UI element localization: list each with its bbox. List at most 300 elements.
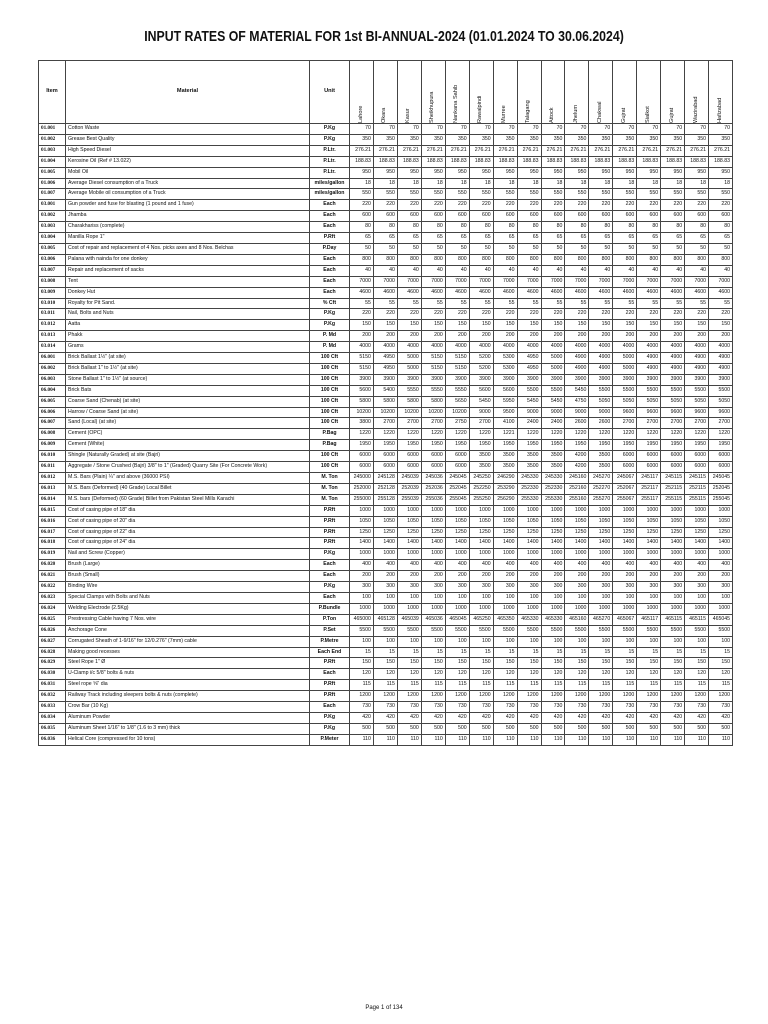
rate-cell: 5000 [397, 353, 421, 364]
rate-cell: 1000 [373, 603, 397, 614]
rate-cell: 252115 [661, 483, 685, 494]
rate-cell: 1200 [637, 691, 661, 702]
rate-cell: 110 [397, 734, 421, 745]
rate-cell: 3800 [350, 418, 374, 429]
rate-cell: 1000 [541, 549, 565, 560]
unit-cell: P.Kg [310, 320, 350, 331]
header-city [350, 61, 374, 124]
rate-cell: 1220 [469, 429, 493, 440]
unit-cell: Each [310, 669, 350, 680]
rate-cell: 55 [469, 298, 493, 309]
rate-cell: 18 [685, 178, 709, 189]
rate-cell: 245117 [637, 473, 661, 484]
rate-cell: 100 [565, 636, 589, 647]
rate-cell: 55 [493, 298, 517, 309]
rate-cell: 4900 [709, 363, 733, 374]
rate-cell: 1400 [445, 538, 469, 549]
table-row [39, 189, 733, 200]
rate-cell: 200 [565, 331, 589, 342]
rate-cell: 4600 [589, 287, 613, 298]
rate-cell: 80 [469, 222, 493, 233]
unit-cell: Each [310, 287, 350, 298]
rate-cell: 50 [661, 243, 685, 254]
table-row [39, 233, 733, 244]
rate-cell: 200 [493, 571, 517, 582]
rate-cell: 55 [397, 298, 421, 309]
rate-cell: 950 [541, 167, 565, 178]
item-code: 03.009 [39, 287, 66, 298]
rate-cell: 400 [397, 560, 421, 571]
unit-cell: P.Rft [310, 505, 350, 516]
rate-cell: 4900 [637, 363, 661, 374]
header-city [397, 61, 421, 124]
rate-cell: 550 [469, 189, 493, 200]
table-row [39, 712, 733, 723]
rate-cell: 4600 [350, 287, 374, 298]
rate-cell: 65 [445, 233, 469, 244]
rate-cell: 800 [613, 254, 637, 265]
rate-cell: 9500 [493, 407, 517, 418]
unit-cell: miles/gallon [310, 189, 350, 200]
rate-cell: 5550 [397, 385, 421, 396]
material-name: Railway Track including sleepers bolts & nuts (complete) [66, 691, 310, 702]
rate-cell: 220 [350, 309, 374, 320]
rate-cell: 1220 [397, 429, 421, 440]
unit-cell: P.Ltr. [310, 156, 350, 167]
rate-cell: 400 [709, 560, 733, 571]
rate-cell: 245128 [373, 473, 397, 484]
rate-cell: 120 [469, 669, 493, 680]
unit-cell: P.Bag [310, 429, 350, 440]
rate-cell: 600 [565, 211, 589, 222]
rate-cell: 600 [397, 211, 421, 222]
material-name: Average Diesel consumption of a Truck [66, 178, 310, 189]
rate-cell: 100 [397, 636, 421, 647]
header-city-label: Wazirabad [692, 96, 699, 123]
rate-cell: 9000 [589, 407, 613, 418]
unit-cell: miles/gallon [310, 178, 350, 189]
rate-cell: 252045 [709, 483, 733, 494]
item-code: 06.011 [39, 462, 66, 473]
rate-cell: 1400 [541, 538, 565, 549]
rate-cell: 1400 [613, 538, 637, 549]
rate-cell: 120 [373, 669, 397, 680]
material-name: Nail, Bolts and Nuts [66, 309, 310, 320]
rate-cell: 3900 [445, 374, 469, 385]
unit-cell: 100 Cft [310, 407, 350, 418]
rate-cell: 950 [421, 167, 445, 178]
rate-cell: 150 [517, 658, 541, 669]
rate-cell: 420 [493, 712, 517, 723]
table-row [39, 178, 733, 189]
rate-cell: 950 [685, 167, 709, 178]
rate-cell: 150 [637, 658, 661, 669]
rate-cell: 80 [493, 222, 517, 233]
rate-cell: 500 [445, 723, 469, 734]
rate-cell: 5500 [637, 625, 661, 636]
table-row [39, 614, 733, 625]
rate-cell: 400 [517, 560, 541, 571]
rate-cell: 1220 [685, 429, 709, 440]
unit-cell: M. Ton [310, 473, 350, 484]
rate-cell: 100 [421, 636, 445, 647]
table-body [39, 124, 733, 746]
rate-cell: 4000 [373, 342, 397, 353]
rate-cell: 252117 [637, 483, 661, 494]
table-row [39, 385, 733, 396]
rate-cell: 55 [661, 298, 685, 309]
rate-cell: 80 [565, 222, 589, 233]
rate-cell: 600 [493, 211, 517, 222]
rate-cell: 420 [421, 712, 445, 723]
header-city-label: Rawalpindi [477, 95, 484, 123]
rate-cell: 550 [445, 189, 469, 200]
rate-cell: 15 [469, 647, 493, 658]
rate-cell: 465350 [493, 614, 517, 625]
unit-cell: Each [310, 592, 350, 603]
rate-cell: 100 [421, 592, 445, 603]
rate-cell: 500 [565, 723, 589, 734]
rate-cell: 300 [565, 582, 589, 593]
rate-cell: 50 [373, 243, 397, 254]
table-row [39, 625, 733, 636]
rate-cell: 4600 [469, 287, 493, 298]
rate-cell: 1000 [565, 505, 589, 516]
rate-cell: 10200 [350, 407, 374, 418]
rate-cell: 5300 [493, 353, 517, 364]
rate-cell: 4600 [541, 287, 565, 298]
rate-cell: 276.21 [637, 145, 661, 156]
rate-cell: 1400 [685, 538, 709, 549]
rate-cell: 220 [637, 200, 661, 211]
rate-cell: 245160 [565, 473, 589, 484]
unit-cell: P.Ltr. [310, 167, 350, 178]
rate-cell: 3500 [589, 451, 613, 462]
rate-cell: 1250 [469, 527, 493, 538]
material-name: Jhamba [66, 211, 310, 222]
rate-cell: 350 [350, 134, 374, 145]
rate-cell: 1050 [373, 516, 397, 527]
table-row [39, 320, 733, 331]
material-name: Cost of casing pipe of 24" dia [66, 538, 310, 549]
material-name: Sand (Local) (at site) [66, 418, 310, 429]
unit-cell: Each [310, 571, 350, 582]
rate-cell: 1000 [637, 505, 661, 516]
rate-cell: 5500 [709, 625, 733, 636]
rate-cell: 18 [589, 178, 613, 189]
header-city-label: Okara [381, 107, 388, 123]
rate-cell: 1220 [613, 429, 637, 440]
rate-cell: 150 [445, 320, 469, 331]
rate-cell: 55 [373, 298, 397, 309]
rate-cell: 1000 [421, 603, 445, 614]
material-name: Donkey Hut [66, 287, 310, 298]
rate-cell: 1400 [589, 538, 613, 549]
header-city-label: Talagang [525, 100, 532, 123]
rate-cell: 7000 [685, 276, 709, 287]
table-row [39, 265, 733, 276]
unit-cell: 100 Cft [310, 418, 350, 429]
rate-cell: 15 [541, 647, 565, 658]
table-row [39, 582, 733, 593]
rate-cell: 253290 [493, 483, 517, 494]
rate-cell: 150 [589, 320, 613, 331]
header-city-label: Jhelum [572, 104, 579, 123]
rate-cell: 5500 [350, 625, 374, 636]
rate-cell: 5500 [493, 625, 517, 636]
rate-cell: 80 [541, 222, 565, 233]
rate-cell: 550 [397, 189, 421, 200]
rate-cell: 600 [541, 211, 565, 222]
rate-cell: 4600 [661, 287, 685, 298]
rate-cell: 1220 [709, 429, 733, 440]
material-name: Making good recesses [66, 647, 310, 658]
table-row [39, 243, 733, 254]
rate-cell: 150 [685, 320, 709, 331]
rate-cell: 100 [709, 592, 733, 603]
rate-cell: 65 [565, 233, 589, 244]
rate-cell: 350 [517, 134, 541, 145]
rate-cell: 465270 [589, 614, 613, 625]
item-code: 06.020 [39, 560, 66, 571]
table-row [39, 331, 733, 342]
rate-cell: 5150 [350, 363, 374, 374]
rate-cell: 120 [421, 669, 445, 680]
rate-cell: 1050 [445, 516, 469, 527]
rate-cell: 600 [709, 211, 733, 222]
material-name: Steel rope ⅝" dia [66, 680, 310, 691]
rate-cell: 4950 [373, 353, 397, 364]
table-row [39, 560, 733, 571]
rate-cell: 5500 [397, 625, 421, 636]
unit-cell: P.Rft [310, 680, 350, 691]
rate-cell: 1220 [517, 429, 541, 440]
unit-cell: P.Ltr. [310, 145, 350, 156]
rate-cell: 4900 [565, 353, 589, 364]
rate-cell: 200 [421, 331, 445, 342]
rate-cell: 550 [709, 189, 733, 200]
rate-cell: 15 [637, 647, 661, 658]
rate-cell: 15 [685, 647, 709, 658]
rate-cell: 4000 [541, 342, 565, 353]
rate-cell: 1000 [397, 505, 421, 516]
table-row [39, 462, 733, 473]
rate-cell: 7000 [517, 276, 541, 287]
unit-cell: P.Metre [310, 636, 350, 647]
rate-cell: 220 [661, 200, 685, 211]
rate-cell: 420 [709, 712, 733, 723]
rate-cell: 110 [517, 734, 541, 745]
rate-cell: 40 [469, 265, 493, 276]
material-name: Coarse Sand (Chenab) (at site) [66, 396, 310, 407]
rate-cell: 18 [421, 178, 445, 189]
rate-cell: 220 [517, 200, 541, 211]
rate-cell: 10200 [421, 407, 445, 418]
item-code: 06.033 [39, 702, 66, 713]
rate-cell: 200 [589, 331, 613, 342]
rate-cell: 255045 [445, 494, 469, 505]
rate-cell: 188.83 [517, 156, 541, 167]
unit-cell: P.Kg [310, 309, 350, 320]
material-name: Special Clamps with Bolts and Nuts [66, 592, 310, 603]
rate-cell: 400 [613, 560, 637, 571]
rate-cell: 6000 [373, 462, 397, 473]
rate-cell: 100 [517, 592, 541, 603]
item-code: 03.001 [39, 200, 66, 211]
rate-cell: 5500 [541, 385, 565, 396]
rate-cell: 110 [637, 734, 661, 745]
rate-cell: 1000 [565, 549, 589, 560]
rate-cell: 950 [493, 167, 517, 178]
rate-cell: 1950 [685, 440, 709, 451]
rate-cell: 950 [565, 167, 589, 178]
material-name: Grams [66, 342, 310, 353]
unit-cell: Each [310, 211, 350, 222]
rate-cell: 5150 [421, 363, 445, 374]
table-row [39, 134, 733, 145]
rate-cell: 252115 [685, 483, 709, 494]
material-name: Royalty for Pit Sand. [66, 298, 310, 309]
material-name: Cost of casing pipe of 20" dia [66, 516, 310, 527]
rate-cell: 1250 [661, 527, 685, 538]
rate-cell: 4000 [469, 342, 493, 353]
rate-cell: 950 [397, 167, 421, 178]
rate-cell: 7000 [445, 276, 469, 287]
rate-cell: 100 [685, 592, 709, 603]
table-row [39, 167, 733, 178]
rate-cell: 6000 [637, 462, 661, 473]
rate-cell: 1200 [661, 691, 685, 702]
rate-cell: 3900 [373, 374, 397, 385]
rate-cell: 55 [613, 298, 637, 309]
rate-cell: 5150 [421, 353, 445, 364]
material-name: Cotton Waste [66, 124, 310, 135]
rate-cell: 9000 [517, 407, 541, 418]
table-row [39, 254, 733, 265]
rate-cell: 15 [517, 647, 541, 658]
rate-cell: 150 [589, 658, 613, 669]
rate-cell: 1950 [589, 440, 613, 451]
rate-cell: 188.83 [541, 156, 565, 167]
unit-cell: P.Kg [310, 582, 350, 593]
rate-cell: 50 [493, 243, 517, 254]
rate-cell: 220 [445, 309, 469, 320]
rate-cell: 100 [685, 636, 709, 647]
material-name: Shingle (Naturally Graded) at site (Bajri) [66, 451, 310, 462]
rate-cell: 220 [517, 309, 541, 320]
rate-cell: 350 [493, 134, 517, 145]
table-row [39, 276, 733, 287]
rate-cell: 50 [613, 243, 637, 254]
rate-cell: 6000 [709, 462, 733, 473]
rate-cell: 1400 [373, 538, 397, 549]
material-name: Brush (Large) [66, 560, 310, 571]
rate-cell: 2400 [541, 418, 565, 429]
rate-cell: 1220 [661, 429, 685, 440]
rate-cell: 120 [350, 669, 374, 680]
unit-cell: 100 Cft [310, 451, 350, 462]
rate-cell: 1250 [685, 527, 709, 538]
rate-cell: 80 [589, 222, 613, 233]
rate-cell: 1000 [469, 603, 493, 614]
rate-cell: 4000 [350, 342, 374, 353]
rate-cell: 6000 [373, 451, 397, 462]
rate-cell: 1000 [613, 603, 637, 614]
header-city [421, 61, 445, 124]
rate-cell: 100 [469, 636, 493, 647]
rate-cell: 115 [445, 680, 469, 691]
rate-cell: 1000 [589, 603, 613, 614]
item-code: 06.031 [39, 680, 66, 691]
material-name: Average Mobile oil consumption of a Truck [66, 189, 310, 200]
rate-cell: 4900 [637, 353, 661, 364]
header-city [493, 61, 517, 124]
rate-cell: 1200 [589, 691, 613, 702]
rate-cell: 1221 [493, 429, 517, 440]
rate-cell: 5150 [350, 353, 374, 364]
table-row [39, 287, 733, 298]
rate-cell: 55 [685, 298, 709, 309]
rate-cell: 3900 [565, 374, 589, 385]
rate-cell: 200 [445, 571, 469, 582]
rate-cell: 4200 [565, 462, 589, 473]
rate-cell: 1000 [589, 549, 613, 560]
material-name: Steel Rope 1" Ø [66, 658, 310, 669]
item-code: 06.021 [39, 571, 66, 582]
rate-cell: 55 [565, 298, 589, 309]
rate-cell: 3900 [637, 374, 661, 385]
rate-cell: 350 [373, 134, 397, 145]
rate-cell: 4600 [637, 287, 661, 298]
rate-cell: 950 [637, 167, 661, 178]
table-row [39, 494, 733, 505]
unit-cell: Each [310, 200, 350, 211]
rate-cell: 200 [397, 571, 421, 582]
rate-cell: 150 [709, 320, 733, 331]
rate-cell: 150 [613, 658, 637, 669]
rate-cell: 1220 [350, 429, 374, 440]
rate-cell: 100 [350, 592, 374, 603]
rate-cell: 220 [637, 309, 661, 320]
rate-cell: 300 [709, 582, 733, 593]
rate-cell: 1050 [685, 516, 709, 527]
item-code: 03.014 [39, 342, 66, 353]
table-row [39, 669, 733, 680]
item-code: 06.015 [39, 505, 66, 516]
rate-cell: 400 [350, 560, 374, 571]
rate-cell: 200 [445, 331, 469, 342]
rate-cell: 255115 [661, 494, 685, 505]
rate-cell: 15 [373, 647, 397, 658]
rate-cell: 420 [541, 712, 565, 723]
unit-cell: 100 Cft [310, 385, 350, 396]
rate-cell: 3500 [493, 462, 517, 473]
rate-cell: 200 [589, 571, 613, 582]
table-row [39, 473, 733, 484]
table-row [39, 156, 733, 167]
rate-cell: 18 [517, 178, 541, 189]
rate-cell: 255039 [397, 494, 421, 505]
rate-cell: 276.21 [469, 145, 493, 156]
rate-cell: 5150 [445, 363, 469, 374]
rate-cell: 5050 [661, 396, 685, 407]
rate-cell: 3500 [469, 462, 493, 473]
rate-cell: 300 [445, 582, 469, 593]
rate-cell: 5600 [493, 385, 517, 396]
rate-cell: 150 [541, 320, 565, 331]
rate-cell: 252160 [565, 483, 589, 494]
rate-cell: 115 [637, 680, 661, 691]
